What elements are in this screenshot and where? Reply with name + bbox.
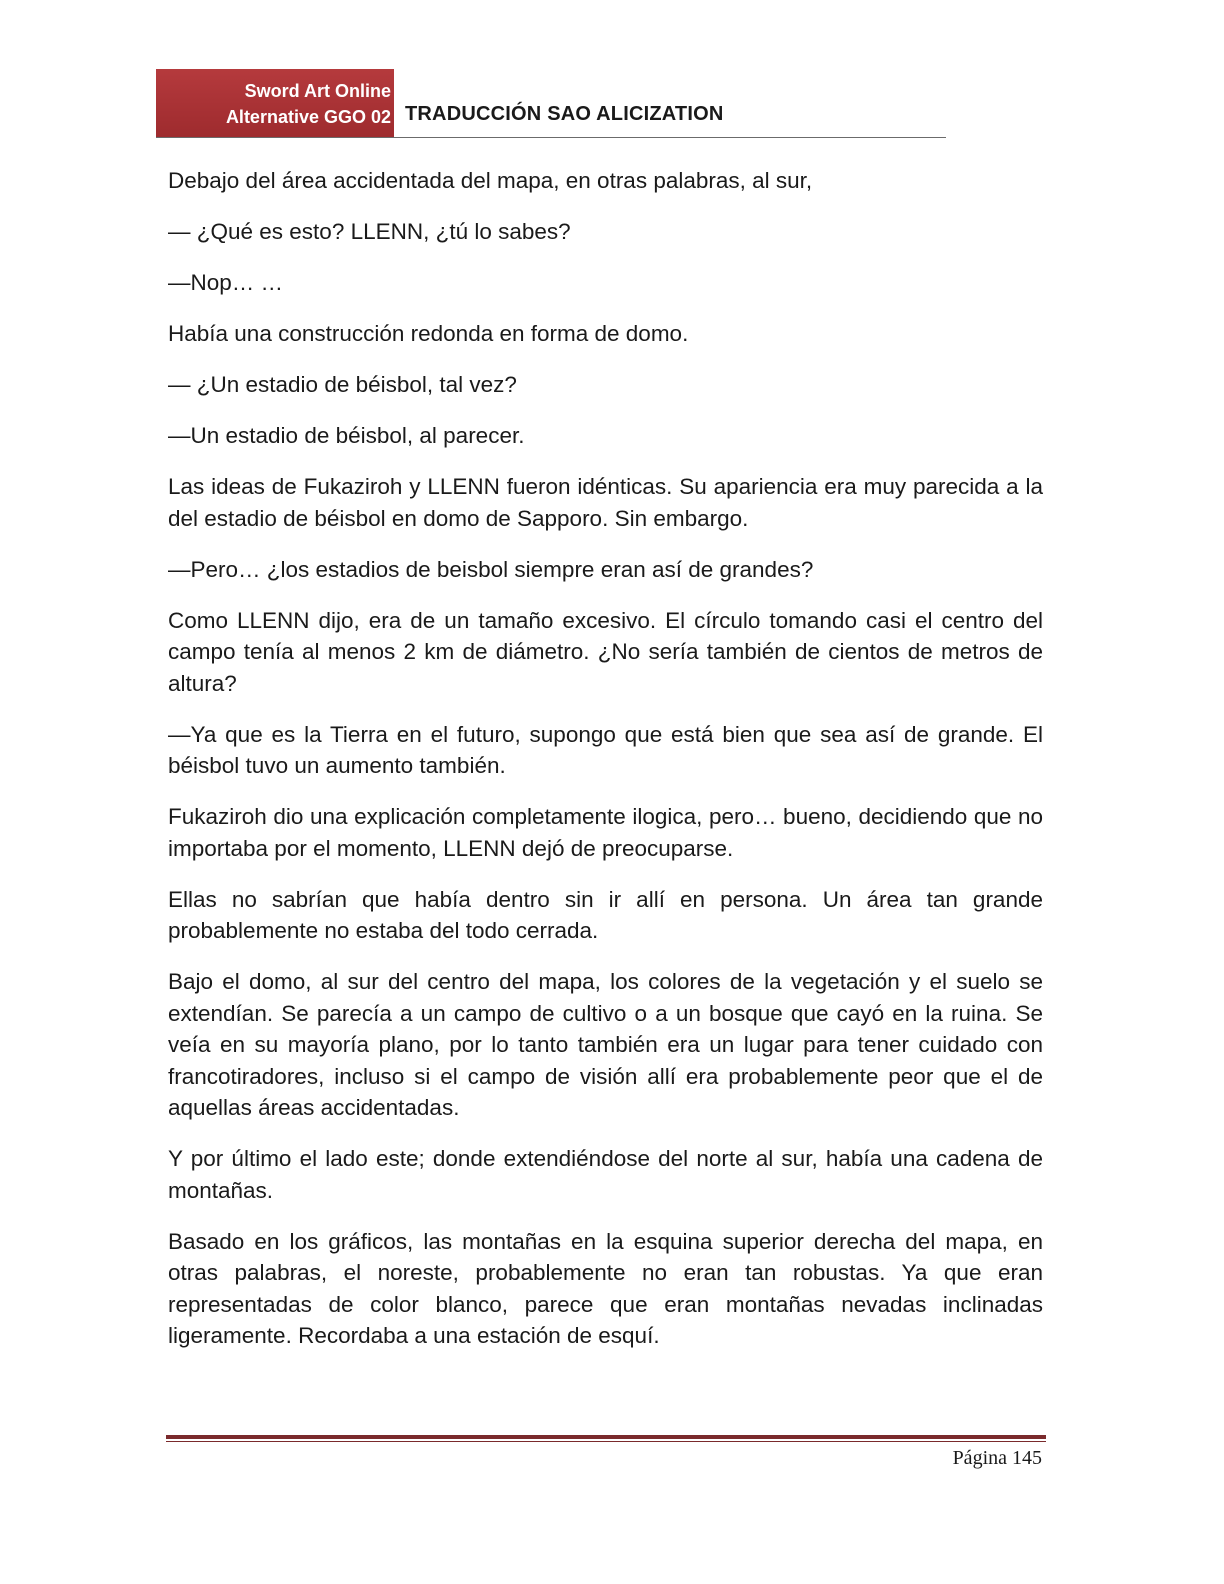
paragraph: Basado en los gráficos, las montañas en la esquina superior derecha del mapa, en otras palabras, el noreste, probablemente no eran tan robustas. Ya que eran representadas de color blanco, parece que eran montañas nevadas inclinadas ligeramente. Recordaba a una estación de esquí. [168, 1228, 1043, 1348]
paragraph: Ellas no sabrían que había dentro sin ir allí en persona. Un área tan grande probablemente no estaba del todo cerrada. [168, 886, 1043, 943]
page-header [156, 69, 946, 139]
paragraph: Había una construcción redonda en forma de domo. [168, 321, 689, 346]
page-number: Página 145 [952, 1447, 1042, 1469]
paragraph: Y por último el lado este; donde extendiéndose del norte al sur, había una cadena de montañas. [168, 1146, 1043, 1203]
paragraph: Debajo del área accidentada del mapa, en otras palabras, al sur, [168, 168, 813, 193]
paragraph: Como LLENN dijo, era de un tamaño excesivo. El círculo tomando casi el centro del campo tenía al menos 2 km de diámetro. ¿No sería también de cientos de metros de altura? [168, 607, 1043, 696]
paragraph: —Nop… … [168, 270, 284, 295]
paragraph: Las ideas de Fukaziroh y LLENN fueron idénticas. Su apariencia era muy parecida a la del estadio de béisbol en domo de Sapporo. Sin embargo. [168, 474, 1043, 531]
series-badge-line1: Sword Art Online [244, 81, 391, 101]
series-badge-line2: Alternative GGO 02 [225, 107, 391, 127]
paragraph: Bajo el domo, al sur del centro del mapa, los colores de la vegetación y el suelo se extendían. Se parecía a un campo de cultivo o a un bosque que cayó en la ruina. Se veía en su mayoría plano, por lo tanto también era un lugar para tener cuidado con francotiradores, incluso si el campo de visión allí era probablemente peor que el de aquellas áreas accidentadas. [168, 969, 1043, 1120]
document-body [168, 165, 1043, 1371]
footer-divider-thin [166, 1441, 1046, 1442]
header-divider [156, 137, 946, 138]
paragraph: — ¿Un estadio de béisbol, tal vez? [168, 372, 517, 397]
paragraph: —Ya que es la Tierra en el futuro, supongo que está bien que sea así de grande. El béisbol tuvo un aumento también. [168, 721, 1043, 778]
header-title: TRADUCCIÓN SAO ALICIZATION [405, 103, 724, 125]
series-badge [156, 69, 394, 137]
paragraph: —Un estadio de béisbol, al parecer. [168, 423, 525, 448]
footer-divider-thick [166, 1435, 1046, 1439]
paragraph: Fukaziroh dio una explicación completamente ilogica, pero… bueno, decidiendo que no importaba por el momento, LLENN dejó de preocuparse. [168, 804, 1043, 861]
paragraph: —Pero… ¿los estadios de beisbol siempre eran así de grandes? [168, 556, 814, 582]
paragraph: — ¿Qué es esto? LLENN, ¿tú lo sabes? [168, 219, 571, 244]
